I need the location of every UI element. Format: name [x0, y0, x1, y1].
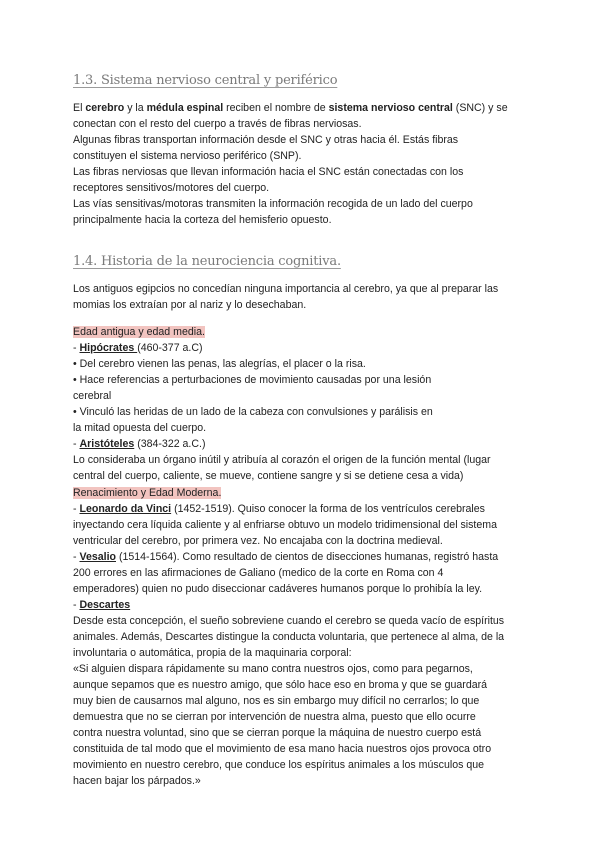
bullet-line: • Vinculó las heridas de un lado de la cabeza con convulsiones y parálisis en [73, 406, 433, 418]
quote-line: contra nuestra voluntad, sino que se cierran porque la máquina de nuestro cuerpo está [73, 727, 482, 739]
text: reciben el nombre de [223, 102, 329, 114]
person-line-leonardo [73, 501, 533, 517]
quote-line: aunque sepamos que es nuestro amigo, que sólo hace eso en broma y que se guardará [73, 679, 488, 691]
bullet-line: • Del cerebro vienen las penas, las alegrías, el placer o la risa. [73, 358, 366, 370]
paragraph-line: animales. Además, Descartes distingue la conducta voluntaria, que pertenece al alma, de la [73, 631, 505, 643]
paragraph-line: Algunas fibras transportan información desde el SNC y otras hacia él. Estás fibras [73, 134, 459, 146]
text: (SNC) y se [452, 102, 508, 114]
section-14-title: 1.4. Historia de la neurociencia cognitiva. [73, 254, 341, 269]
bullet-line: la mitad opuesta del cuerpo. [73, 422, 207, 434]
quote-line: hacen bajar los párpados.» [73, 775, 201, 787]
section-14-intro [73, 281, 533, 313]
subsection-heading [73, 324, 533, 340]
paragraph-line: Los antiguos egipcios no concedían ninguna importancia al cerebro, ya que al preparar las [73, 283, 499, 295]
paragraph-line: involuntaria o automática, propia de la maquinaria corporal: [73, 647, 352, 659]
paragraph-line: principalmente hacia la corteza del hemisferio opuesto. [73, 214, 332, 226]
edad-antigua-section [73, 324, 533, 484]
bullet-line: cerebral [73, 390, 112, 402]
paragraph-line: Desde esta concepción, el sueño sobreviene cuando el cerebro se queda vacío de espíritus [73, 615, 505, 627]
renacimiento-section [73, 485, 533, 789]
dash: - [73, 342, 80, 354]
paragraph-line: emperadores) quien no pudo diseccionar cadáveres humanos porque lo prohibía la ley. [73, 583, 483, 595]
paragraph-line: Las vías sensitivas/motoras transmiten la información recogida de un lado del cuerpo [73, 198, 473, 210]
paragraph-line: central del cuerpo, caliente, se mueve, contiene sangre y si se detiene cesa a vida) [73, 470, 464, 482]
paragraph-line: 200 errores en las afirmaciones de Galiano (medico de la corte en Roma con 4 [73, 567, 444, 579]
person-line-aristoteles [73, 436, 533, 452]
highlighted-heading: Edad antigua y edad media. [73, 326, 205, 338]
paragraph-line: Las fibras nerviosas que llevan información hacia el SNC están conectadas con los [73, 166, 464, 178]
quote-line: demuestra que no se cierran por intervención de nuestra alma, puesto que ello ocurre [73, 711, 476, 723]
section-13-title: 1.3. Sistema nervioso central y periférico [73, 73, 338, 88]
paragraph-line: ventricular del cerebro, por primera vez. No encajaba con la doctrina medieval. [73, 535, 443, 547]
person-name: Leonardo da Vinci [79, 503, 172, 515]
person-line-descartes [73, 597, 533, 613]
dates: (460-377 a.C) [137, 342, 203, 354]
bold-term-medula: médula espinal [146, 102, 224, 114]
text: (1514-1564). Como resultado de cientos de disecciones humanas, registró hasta [116, 551, 499, 563]
subsection-heading [73, 485, 533, 501]
dates: (384-322 a.C.) [134, 438, 206, 450]
person-name: Aristóteles [79, 438, 135, 450]
dash: - [73, 551, 80, 563]
highlighted-heading: Renacimiento y Edad Moderna. [73, 487, 222, 499]
person-line-vesalio [73, 549, 533, 565]
bold-term-snc: sistema nervioso central [328, 102, 453, 114]
person-name: Hipócrates [79, 342, 138, 354]
person-line-hipocrates [73, 340, 533, 356]
text: (1452-1519). Quiso conocer la forma de los ventrículos cerebrales [171, 503, 485, 515]
quote-line: muy bien de causarnos mal alguno, nos es sin embargo muy difícil no cerrarlos; lo que [73, 695, 480, 707]
paragraph-line: conectan con el resto del cuerpo a través de fibras nerviosas. [73, 118, 362, 130]
paragraph-line: Lo consideraba un órgano inútil y atribuía al corazón el origen de la función mental (lugar [73, 454, 491, 466]
quote-line: movimiento en nuestro cerebro, que conduce los espíritus animales a los músculos que [73, 759, 485, 771]
person-name: Descartes [79, 599, 131, 611]
paragraph-line: receptores sensitivos/motores del cuerpo. [73, 182, 270, 194]
paragraph-line: inyectando cera líquida caliente y al enfriarse obtuvo un modelo tridimensional del sistema [73, 519, 497, 531]
quote-line: constituida de tal modo que el movimiento de esa mano hacia nuestros ojos provoca otro [73, 743, 492, 755]
paragraph-line: momias los extraían por al nariz y lo desechaban. [73, 299, 307, 311]
dash: - [73, 599, 80, 611]
bullet-line: • Hace referencias a perturbaciones de movimiento causadas por una lesión [73, 374, 432, 386]
person-name: Vesalio [79, 551, 116, 563]
text: El [73, 102, 86, 114]
paragraph-line: constituyen el sistema nervioso periférico (SNP). [73, 150, 302, 162]
text: y la [124, 102, 147, 114]
paragraph-line [73, 100, 533, 116]
bold-term-cerebro: cerebro [85, 102, 125, 114]
dash: - [73, 438, 80, 450]
quote-line: «Si alguien dispara rápidamente su mano contra nuestros ojos, como para pegarnos, [73, 663, 473, 675]
dash: - [73, 503, 80, 515]
section-13-body [73, 100, 533, 228]
